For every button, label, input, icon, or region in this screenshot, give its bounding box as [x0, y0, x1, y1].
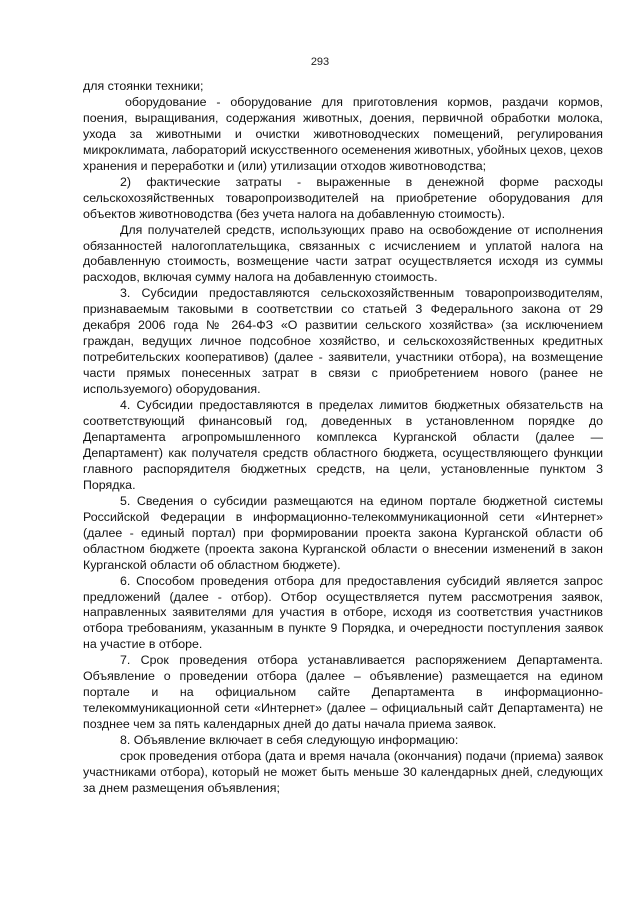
paragraph-item-5: 5. Сведения о субсидии размещаются на едином портале бюджетной системы Российской Федерации в информационно-телекоммуникационной сети «Интернет» (далее - единый портал) при формировании проекта закона Курганской области об областном бюджете (проекта закона Курганской области о внесении изменений в закон Курганской области об областном бюджете). — [83, 493, 603, 572]
document-body — [83, 79, 603, 797]
paragraph-actual-costs: 2) фактические затраты - выраженные в денежной форме расходы сельскохозяйственных товаропроизводителей на приобретение оборудования для объектов животноводства (без учета налога на добавленную стоимость). — [83, 174, 603, 221]
paragraph-item-8: 8. Объявление включает в себя следующую информацию: — [120, 733, 459, 748]
paragraph-item-7: 7. Срок проведения отбора устанавливается распоряжением Департамента. Объявление о проведении отбора (далее – объявление) размещается на едином портале и на официальном сайте Департамента в информационно-телекоммуникационной сети «Интернет» (далее – официальный сайт Департамента) не позднее чем за пять календарных дней до даты начала приема заявок. — [83, 653, 603, 732]
paragraph-item-6: 6. Способом проведения отбора для предоставления субсидий является запрос предложений (далее - отбор). Отбор осуществляется путем рассмотрения заявок, направленных заявителями для участия в отборе, исходя из соответствия участников отбора требованиям, указанным в пункте 9 Порядка, и очередности поступления заявок на участие в отборе. — [83, 573, 603, 652]
paragraph-continuation: для стоянки техники; — [83, 79, 204, 93]
paragraph-item-3: 3. Субсидии предоставляются сельскохозяйственным товаропроизводителям, признаваемым таковыми в соответствии со статьей 3 Федерального закона от 29 декабря 2006 года № 264-ФЗ «О развитии сельского хозяйства» (за исключением граждан, ведущих личное подсобное хозяйство, и сельскохозяйственных кредитных потребительских кооперативов) (далее - заявители, участники отбора), на возмещение части прямых понесенных затрат в связи с приобретением нового (ранее не используемого) оборудования. — [83, 286, 603, 397]
paragraph-equipment-definition: оборудование - оборудование для приготовления кормов, раздачи кормов, поения, выращивания, содержания животных, доения, первичной обработки молока, ухода за животными и очистки животноводческих помещений, регулирования микроклимата, лабораторий искусственного осеменения животных, убойных цехов, цехов хранения и переработки и (или) утилизации отходов животноводства; — [83, 94, 603, 173]
paragraph-vat-exemption: Для получателей средств, использующих право на освобождение от исполнения обязанностей налогоплательщика, связанных с исчислением и уплатой налога на добавленную стоимость, возмещение части затрат осуществляется исходя из суммы расходов, включая сумму налога на добавленную стоимость. — [83, 222, 603, 285]
page-number: 293 — [310, 56, 330, 68]
paragraph-selection-deadline: срок проведения отбора (дата и время начала (окончания) подачи (приема) заявок участниками отбора), который не может быть меньше 30 календарных дней, следующих за днем размещения объявления; — [83, 749, 603, 795]
paragraph-item-4: 4. Субсидии предоставляются в пределах лимитов бюджетных обязательств на соответствующий финансовый год, доведенных в установленном порядке до Департамента агропромышленного комплекса Курганской области (далее — Департамент) как получателя средств областного бюджета, осуществляющего функции главного распорядителя бюджетных средств, на цели, установленные пунктом 3 Порядка. — [83, 398, 603, 492]
